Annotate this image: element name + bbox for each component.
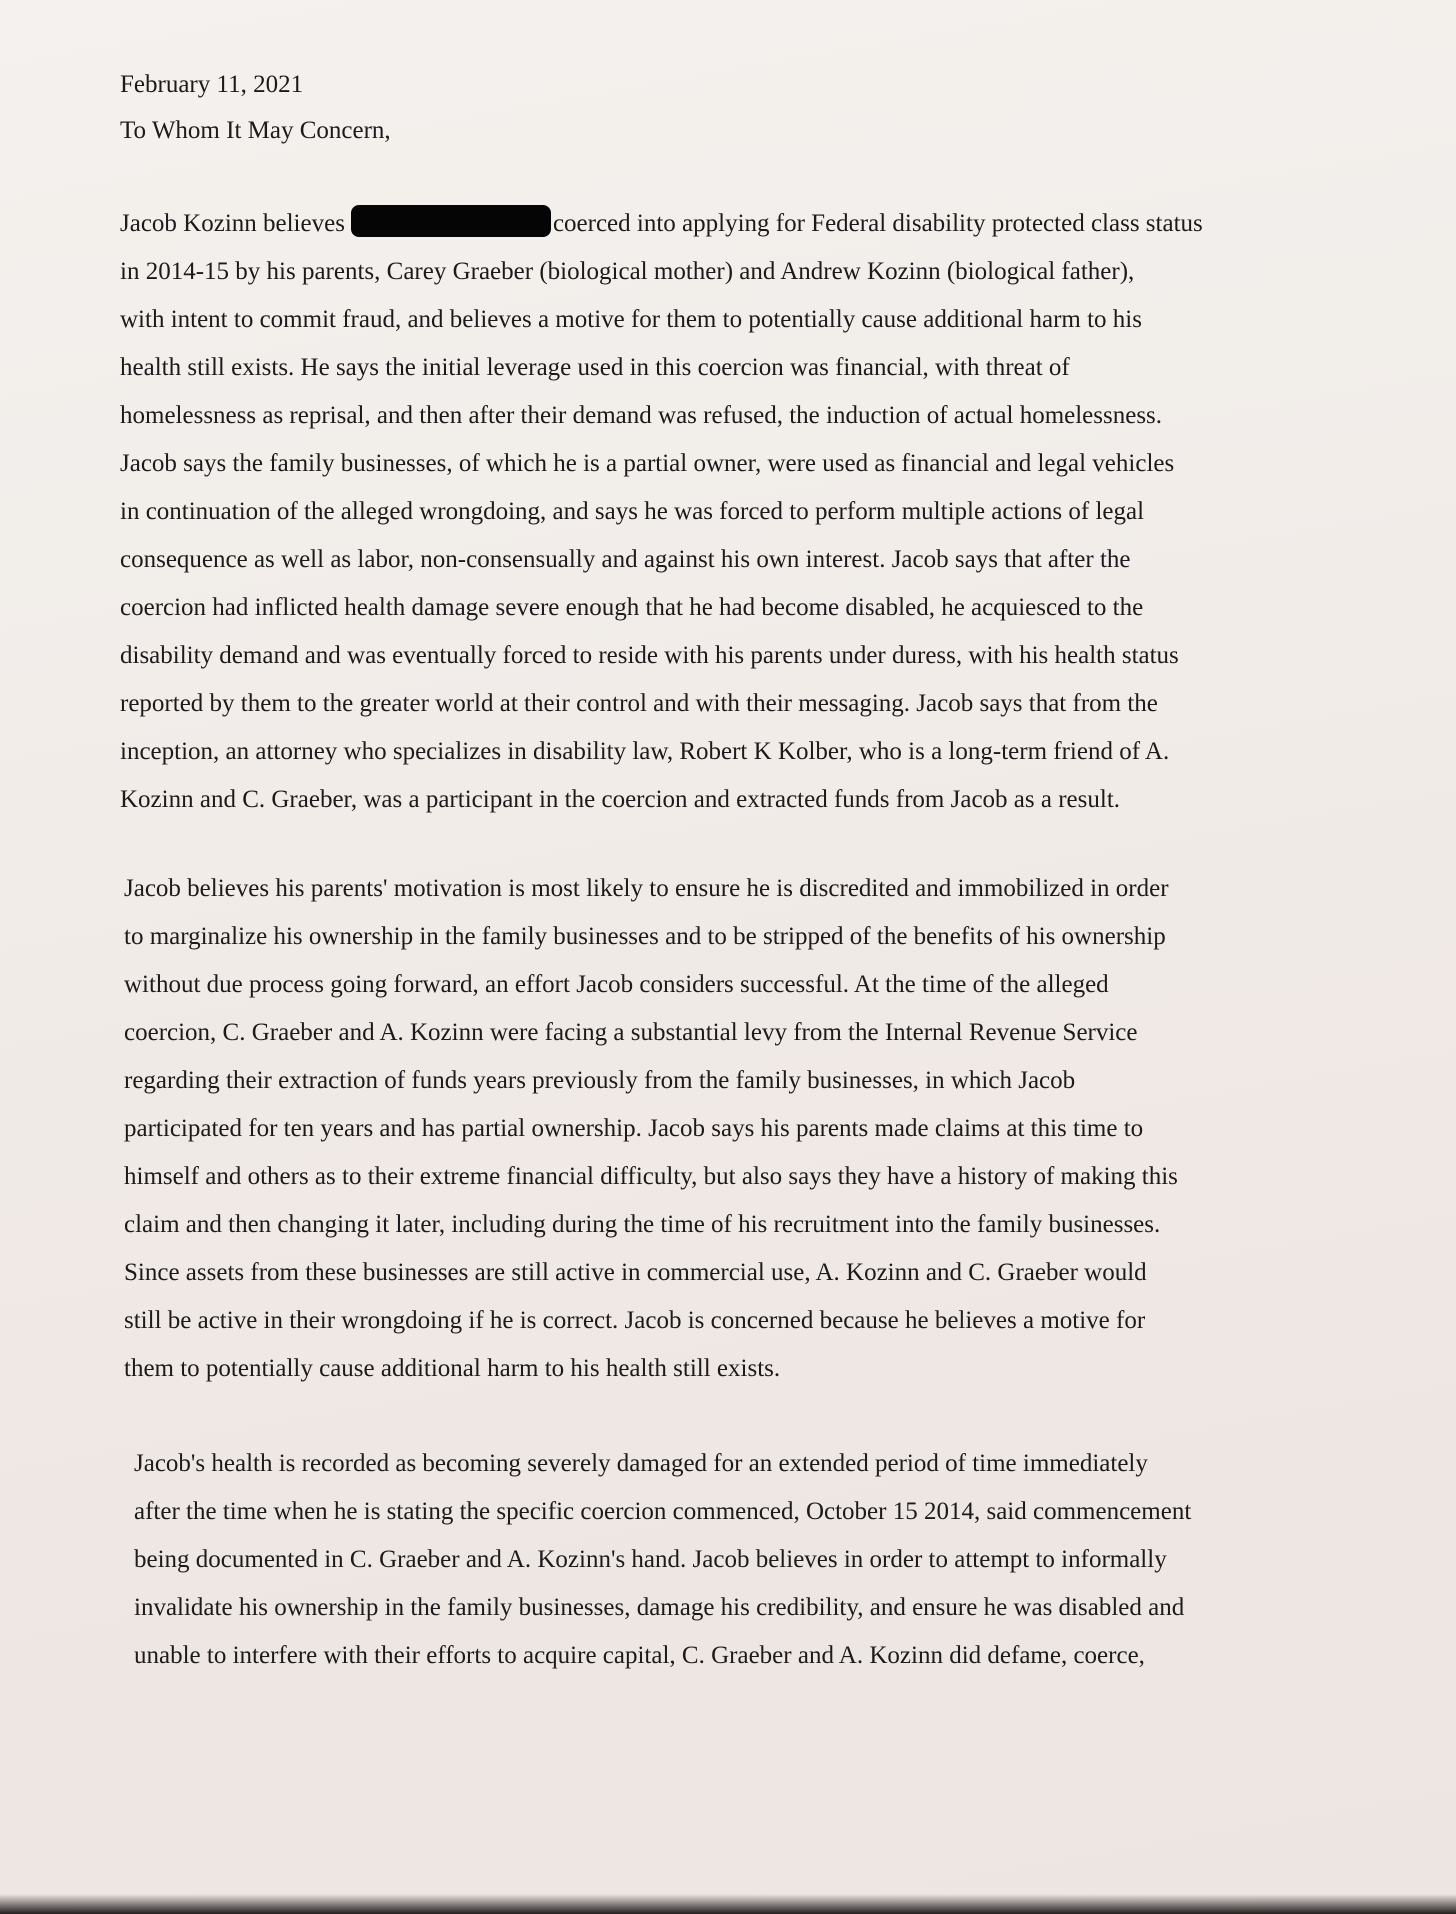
paragraph-line: regarding their extraction of funds years previously from the family businesses, in which Jacob xyxy=(124,1067,1076,1094)
letter-date: February 11, 2021 xyxy=(120,71,304,98)
paragraph-line: Jacob believes his parents' motivation is most likely to ensure he is discredited and immobilized in order xyxy=(124,875,1169,902)
paragraph-line: reported by them to the greater world at their control and with their messaging. Jacob says that from the xyxy=(120,690,1158,717)
paragraph-line: being documented in C. Graeber and A. Kozinn's hand. Jacob believes in order to attempt to informally xyxy=(134,1546,1167,1573)
paragraph-line: Since assets from these businesses are still active in commercial use, A. Kozinn and C. Graeber would xyxy=(124,1259,1147,1286)
paragraph-line: without due process going forward, an effort Jacob considers successful. At the time of the alleged xyxy=(124,971,1109,998)
line-text-end: coerced into applying for Federal disability protected class status xyxy=(552,210,1203,237)
paragraph-line: himself and others as to their extreme financial difficulty, but also says they have a history of making this xyxy=(124,1163,1178,1190)
page-edge-shadow xyxy=(0,1894,1456,1914)
redaction-bar xyxy=(351,205,551,237)
paragraph-line: Jacob says the family businesses, of which he is a partial owner, were used as financial and legal vehicles xyxy=(120,450,1175,477)
paragraph-line: homelessness as reprisal, and then after their demand was refused, the induction of actual homelessness. xyxy=(120,402,1163,429)
paragraph-line: Jacob's health is recorded as becoming severely damaged for an extended period of time immediately xyxy=(134,1450,1148,1477)
paragraph-line: coercion, C. Graeber and A. Kozinn were facing a substantial levy from the Internal Revenue Service xyxy=(124,1019,1138,1046)
line-text-start: Jacob Kozinn believes xyxy=(120,210,345,237)
paragraph-line: with intent to commit fraud, and believes a motive for them to potentially cause additional harm to his xyxy=(120,306,1142,333)
paragraph-line: after the time when he is stating the specific coercion commenced, October 15 2014, said commencement xyxy=(134,1498,1192,1525)
paragraph-line: claim and then changing it later, including during the time of his recruitment into the family businesses. xyxy=(124,1211,1161,1238)
paragraph-line: coercion had inflicted health damage severe enough that he had become disabled, he acquiesced to the xyxy=(120,594,1144,621)
paragraph-line: in continuation of the alleged wrongdoing, and says he was forced to perform multiple actions of legal xyxy=(120,498,1145,525)
paragraph-line: participated for ten years and has partial ownership. Jacob says his parents made claims at this time to xyxy=(124,1115,1144,1142)
paragraph-2 xyxy=(124,865,1344,1393)
paragraph-line: in 2014-15 by his parents, Carey Graeber (biological mother) and Andrew Kozinn (biological father), xyxy=(120,258,1135,285)
paragraph-line: unable to interfere with their efforts to acquire capital, C. Graeber and A. Kozinn did defame, coerce, xyxy=(134,1642,1145,1669)
paragraph-line: to marginalize his ownership in the family businesses and to be stripped of the benefits of his ownership xyxy=(124,923,1166,950)
paragraph-line: invalidate his ownership in the family businesses, damage his credibility, and ensure he was disabled and xyxy=(134,1594,1185,1621)
paragraph-line xyxy=(120,200,1340,248)
paragraph-3 xyxy=(134,1440,1354,1680)
paragraph-1 xyxy=(120,200,1340,824)
paragraph-line: inception, an attorney who specializes in disability law, Robert K Kolber, who is a long-term friend of A. xyxy=(120,738,1170,765)
paragraph-line: still be active in their wrongdoing if he is correct. Jacob is concerned because he believes a motive for xyxy=(124,1307,1146,1334)
paragraph-line: consequence as well as labor, non-consensually and against his own interest. Jacob says that after the xyxy=(120,546,1131,573)
paragraph-line: disability demand and was eventually forced to reside with his parents under duress, with his health status xyxy=(120,642,1179,669)
paragraph-line: health still exists. He says the initial leverage used in this coercion was financial, with threat of xyxy=(120,354,1070,381)
letter-body xyxy=(120,62,1340,1669)
paragraph-line: them to potentially cause additional harm to his health still exists. xyxy=(124,1355,781,1382)
paragraph-line: Kozinn and C. Graeber, was a participant in the coercion and extracted funds from Jacob as a result. xyxy=(120,786,1121,813)
letter-salutation: To Whom It May Concern, xyxy=(120,117,391,144)
